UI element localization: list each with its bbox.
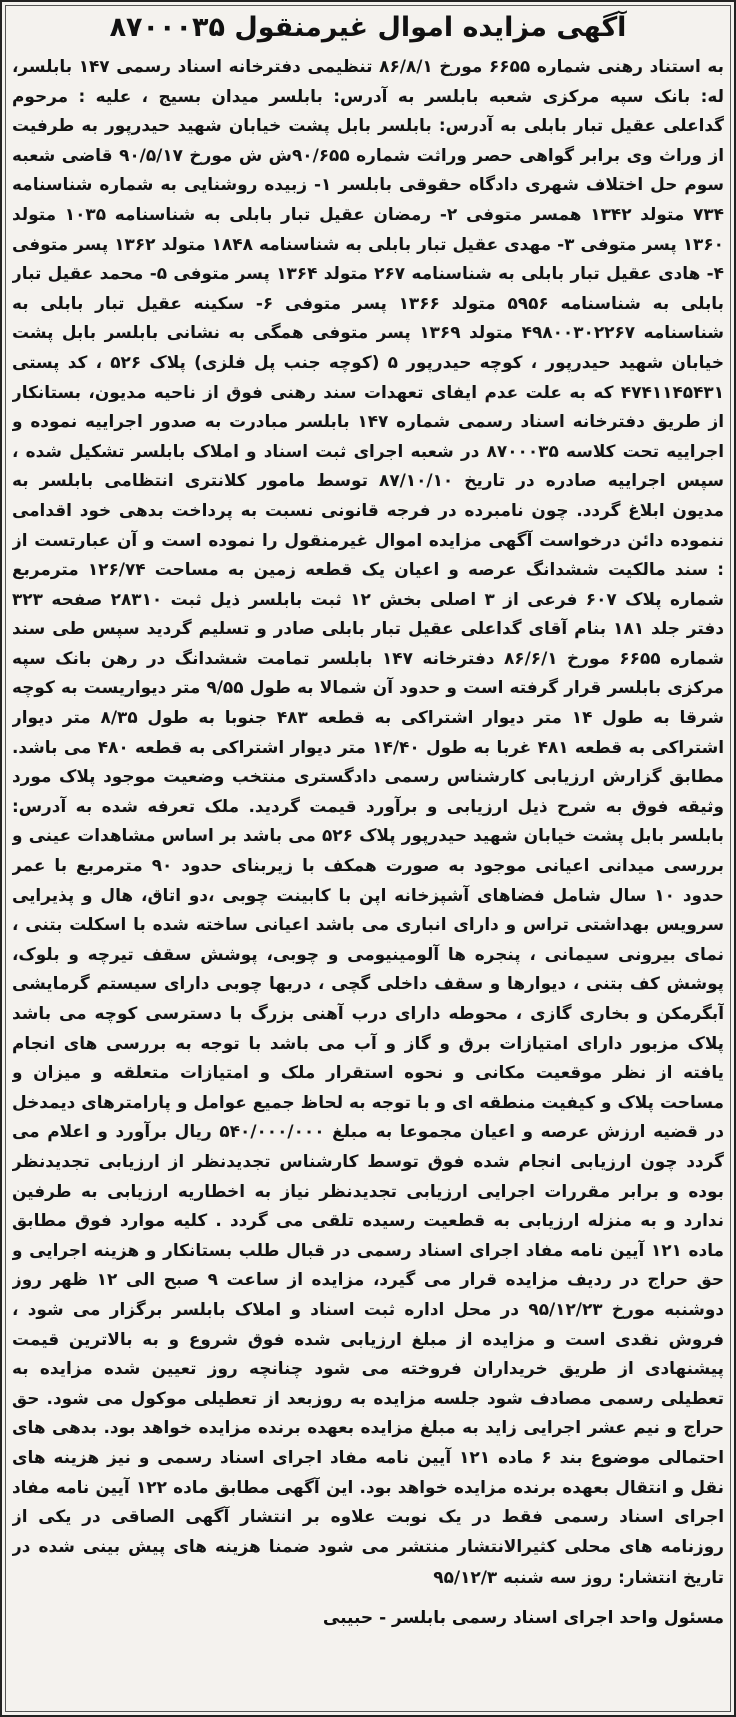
signature-line: مسئول واحد اجرای اسناد رسمی بابلسر - حبیبی — [322, 1607, 724, 1628]
notice-title: آگهی مزایده اموال غیرمنقول ۸۷۰۰۰۳۵ — [109, 12, 627, 43]
notice-body — [12, 52, 724, 1563]
publish-date: تاریخ انتشار: روز سه شنبه ۹۵/۱۲/۳ — [433, 1567, 724, 1587]
notice-body-text: به استناد رهنی شماره ۶۶۵۵ مورخ ۸۶/۸/۱ تنظیمی دفترخانه اسناد رسمی ۱۴۷ بابلسر، له: بانک سپه مرکزی شعبه بابلسر به آدرس: بابلسر میدان بسیج ، علیه : مرحوم گداعلی عقیل تبار بابلی به آدرس: بابلسر بابل پشت خیابان شهید حیدرپور به طرفیت از وراث وی برابر گواهی حصر وراثت شماره ۹۰/۶۵۵ش ش مورخ ۹۰/۵/۱۷ قاضی شعبه سوم حل اختلاف شهری دادگاه حقوقی بابلسر ۱- زبیده روشنایی به شماره شناسنامه ۷۳۴ متولد ۱۳۴۲ همسر متوفی ۲- رمضان عقیل تبار بابلی به شناسنامه ۱۰۳۵ متولد ۱۳۶۰ پسر متوفی ۳- مهدی عقیل تبار بابلی به شناسنامه ۱۸۴۸ متولد ۱۳۶۲ پسر متوفی ۴- هادی عقیل تبار بابلی به شناسنامه ۲۶۷ متولد ۱۳۶۴ پسر متوفی ۵- محمد عقیل تبار بابلی به شناسنامه ۵۹۵۶ متولد ۱۳۶۶ پسر متوفی ۶- سکینه عقیل تبار بابلی به شناسنامه ۴۹۸۰۰۳۰۲۲۶۷ متولد ۱۳۶۹ پسر متوفی همگی به نشانی بابلسر بابل پشت خیابان شهید حیدرپور ، کوچه حیدرپور ۵ (کوچه جنب پل فلزی) پلاک ۵۲۶ ، کد پستی ۴۷۴۱۱۴۵۴۳۱ که به علت عدم ایفای تعهدات سند رهنی فوق از ناحیه مدیون، بستانکار از طریق دفترخانه اسناد رسمی شماره ۱۴۷ بابلسر مبادرت به صدور اجراییه نموده و اجراییه تحت کلاسه ۸۷۰۰۰۳۵ در شعبه اجرای ثبت اسناد و املاک بابلسر تشکیل شده ، سپس اجراییه صادره در تاریخ ۸۷/۱۰/۱۰ توسط مامور کلانتری انتظامی بابلسر به مدیون ابلاغ گردد. چون نامبرده در فرجه قانونی نسبت به پرداخت بدهی خود اقدامی ننموده دائن درخواست آگهی مزایده اموال غیرمنقول را نموده است و آن عبارتست از : سند مالکیت ششدانگ عرصه و اعیان یک قطعه زمین به مساحت ۱۲۶/۷۴ مترمربع شماره پلاک ۶۰۷ فرعی از ۳ اصلی بخش ۱۲ ثبت بابلسر ذیل ثبت ۲۸۳۱۰ صفحه ۳۲۳ دفتر جلد ۱۸۱ بنام آقای گداعلی عقیل تبار بابلی صادر و تسلیم گردید سپس طی سند شماره ۶۶۵۵ مورخ ۸۶/۶/۱ دفترخانه ۱۴۷ بابلسر تمامت ششدانگ در رهن بانک سپه مرکزی بابلسر قرار گرفته است و حدود آن شمالا به طول ۹/۵۵ متر دیواریست به کوچه شرقا به طول ۱۴ متر دیوار اشتراکی به قطعه ۴۸۳ جنوبا به طول ۸/۳۵ متر دیوار اشتراکی به قطعه ۴۸۱ غربا به طول ۱۴/۴۰ متر دیوار اشتراکی به قطعه ۴۸۰ می باشد. مطابق گزارش ارزیابی کارشناس رسمی دادگستری منتخب وضعیت موجود پلاک مورد وثیقه فوق به شرح ذیل ارزیابی و برآورد قیمت گردید. ملک تعرفه شده به آدرس: بابلسر بابل پشت خیابان شهید حیدرپور پلاک ۵۲۶ می باشد بر اساس مشاهدات عینی و بررسی میدانی اعیانی موجود به صورت همکف با زیربنای حدود ۹۰ مترمربع با عمر حدود ۱۰ سال شامل فضاهای آشپزخانه اپن با کابینت چوبی ،دو اتاق، هال و پذیرایی سرویس بهداشتی تراس و دارای انباری می باشد اعیانی ساخته شده با اسکلت بتنی ، نمای بیرونی سیمانی ، پنجره ها آلومینیومی و چوبی، پوشش سقف تیرچه و بلوک، پوشش کف بتنی ، دیوارها و سقف داخلی گچی ، دربها چوبی دارای سیستم گرمایشی آبگرمکن و بخاری گازی ، محوطه دارای درب آهنی بزرگ با دسترسی کوچه می باشد پلاک مزبور دارای امتیازات برق و گاز و آب می باشد با توجه به بررسی های انجام یافته از نظر موقعیت مکانی و نحوه استقرار ملک و امتیازات متعلقه و میزان و مساحت پلاک و کیفیت منطقه ای و با توجه به لحاظ جمیع عوامل و پارامترهای دیمدخل در قضیه ارزش عرصه و اعیان مجموعا به مبلغ ۵۴۰/۰۰۰/۰۰۰ ریال برآورد و اعلام می گردد چون ارزیابی انجام شده فوق توسط کارشناس تجدیدنظر از ارزیابی تجدیدنظر بوده و برابر مقررات اجرایی ارزیابی تجدیدنظر نیاز به اخطاریه ارزیابی به طرفین ندارد و به منزله ارزیابی به قطعیت رسیده تلقی می گردد . کلیه موارد فوق مطابق ماده ۱۲۱ آیین نامه مفاد اجرای اسناد رسمی در قبال طلب بستانکار و هزینه اجرایی و حق حراج در ردیف مزایده قرار می گیرد، مزایده از ساعت ۹ صبح الی ۱۲ ظهر روز دوشنبه مورخ ۹۵/۱۲/۲۳ در محل اداره ثبت اسناد و املاک بابلسر برگزار می شود ، فروش نقدی است و مزایده از مبلغ ارزیابی شده فوق شروع و به بالاترین قیمت پیشنهادی از طریق خریداران فروخته می شود چنانچه روز تعیین شده مزایده به تعطیلی رسمی مصادف شود جلسه مزایده به روزبعد از تعطیلی موکول می شود. حق حراج و نیم عشر اجرایی زاید به مبلغ مزایده بعهده برنده مزایده خواهد بود. بدهی های احتمالی موضوع بند ۶ ماده ۱۲۱ آیین نامه مفاد اجرای اسناد رسمی و نیز هزینه های نقل و انتقال بعهده برنده مزایده خواهد بود. این آگهی مطابق ماده ۱۲۲ آیین نامه مفاد اجرای اسناد رسمی فقط در یک نوبت علاوه بر انتشار آگهی الصاقی در یکی از روزنامه های محلی کثیرالانتشار منتشر می شود ضمنا هزینه های پیش بینی شده در — [12, 56, 724, 1556]
